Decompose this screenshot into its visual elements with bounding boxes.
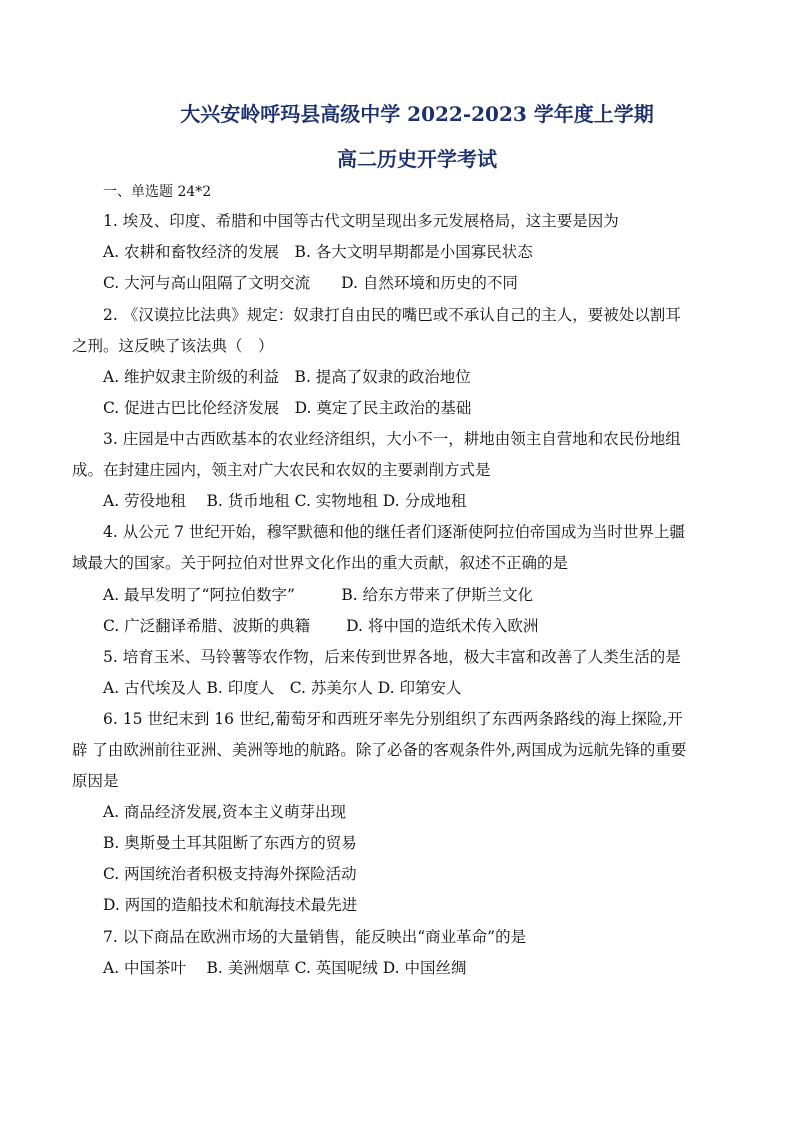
- question-2-options-row1: A. 维护奴隶主阶级的利益 B. 提高了奴隶的政治地位: [103, 368, 471, 386]
- question-2-stem-cont: 之刑。这反映了该法典（ ）: [72, 337, 274, 355]
- question-6-option-d: D. 两国的造船技术和航海技术最先进: [103, 896, 358, 914]
- question-7-options: A. 中国茶叶 B. 美洲烟草 C. 英国呢绒 D. 中国丝绸: [103, 959, 467, 977]
- question-4-stem-cont: 域最大的国家。关于阿拉伯对世界文化作出的重大贡献，叙述不正确的是: [72, 554, 569, 572]
- section-heading: 一、单选题 24*2: [103, 184, 212, 200]
- question-6-option-c: C. 两国统治者积极支持海外探险活动: [103, 865, 357, 883]
- question-4-options-row1: A. 最早发明了“阿拉伯数字” B. 给东方带来了伊斯兰文化: [103, 586, 534, 604]
- question-6-stem-cont1: 辟 了由欧洲前往亚洲、美洲等地的航路。除了必备的客观条件外,两国成为远航先锋的重要: [72, 741, 687, 759]
- question-7-stem: 7. 以下商品在欧洲市场的大量销售，能反映出“商业革命”的是: [103, 928, 527, 946]
- exam-title-line2: 高二历史开学考试: [337, 147, 497, 171]
- question-3-stem-cont: 成。在封建庄园内，领主对广大农民和农奴的主要剥削方式是: [72, 461, 491, 479]
- question-3-options: A. 劳役地租 B. 货币地租 C. 实物地租 D. 分成地租: [103, 492, 467, 510]
- question-6-option-b: B. 奥斯曼土耳其阻断了东西方的贸易: [103, 834, 357, 852]
- question-6-option-a: A. 商品经济发展,资本主义萌芽出现: [103, 803, 346, 821]
- question-1-options-row2: C. 大河与高山阻隔了文明交流 D. 自然环境和历史的不同: [103, 274, 518, 292]
- question-2-stem: 2. 《汉谟拉比法典》规定：奴隶打自由民的嘴巴或不承认自己的主人，要被处以割耳: [103, 306, 681, 324]
- question-1-stem: 1. 埃及、印度、希腊和中国等古代文明呈现出多元发展格局，这主要是因为: [103, 212, 619, 230]
- question-5-options: A. 古代埃及人 B. 印度人 C. 苏美尔人 D. 印第安人: [103, 679, 462, 697]
- question-5-stem: 5. 培育玉米、马铃薯等农作物，后来传到世界各地，极大丰富和改善了人类生活的是: [103, 648, 681, 666]
- exam-title-line1: 大兴安岭呼玛县高级中学 2022-2023 学年度上学期: [180, 102, 654, 126]
- question-4-stem: 4. 从公元 7 世纪开始，穆罕默德和他的继任者们逐渐使阿拉伯帝国成为当时世界上疆: [103, 523, 685, 541]
- question-3-stem: 3. 庄园是中古西欧基本的农业经济组织，大小不一，耕地由领主自营地和农民份地组: [103, 430, 681, 448]
- question-4-options-row2: C. 广泛翻译希腊、波斯的典籍 D. 将中国的造纸术传入欧洲: [103, 617, 539, 635]
- question-6-stem-cont2: 原因是: [72, 772, 119, 790]
- question-2-options-row2: C. 促进古巴比伦经济发展 D. 奠定了民主政治的基础: [103, 399, 472, 417]
- question-1-options-row1: A. 农耕和畜牧经济的发展 B. 各大文明早期都是小国寡民状态: [103, 243, 533, 261]
- question-6-stem: 6. 15 世纪末到 16 世纪,葡萄牙和西班牙率先分别组织了东西两条路线的海上探险,开: [103, 710, 683, 728]
